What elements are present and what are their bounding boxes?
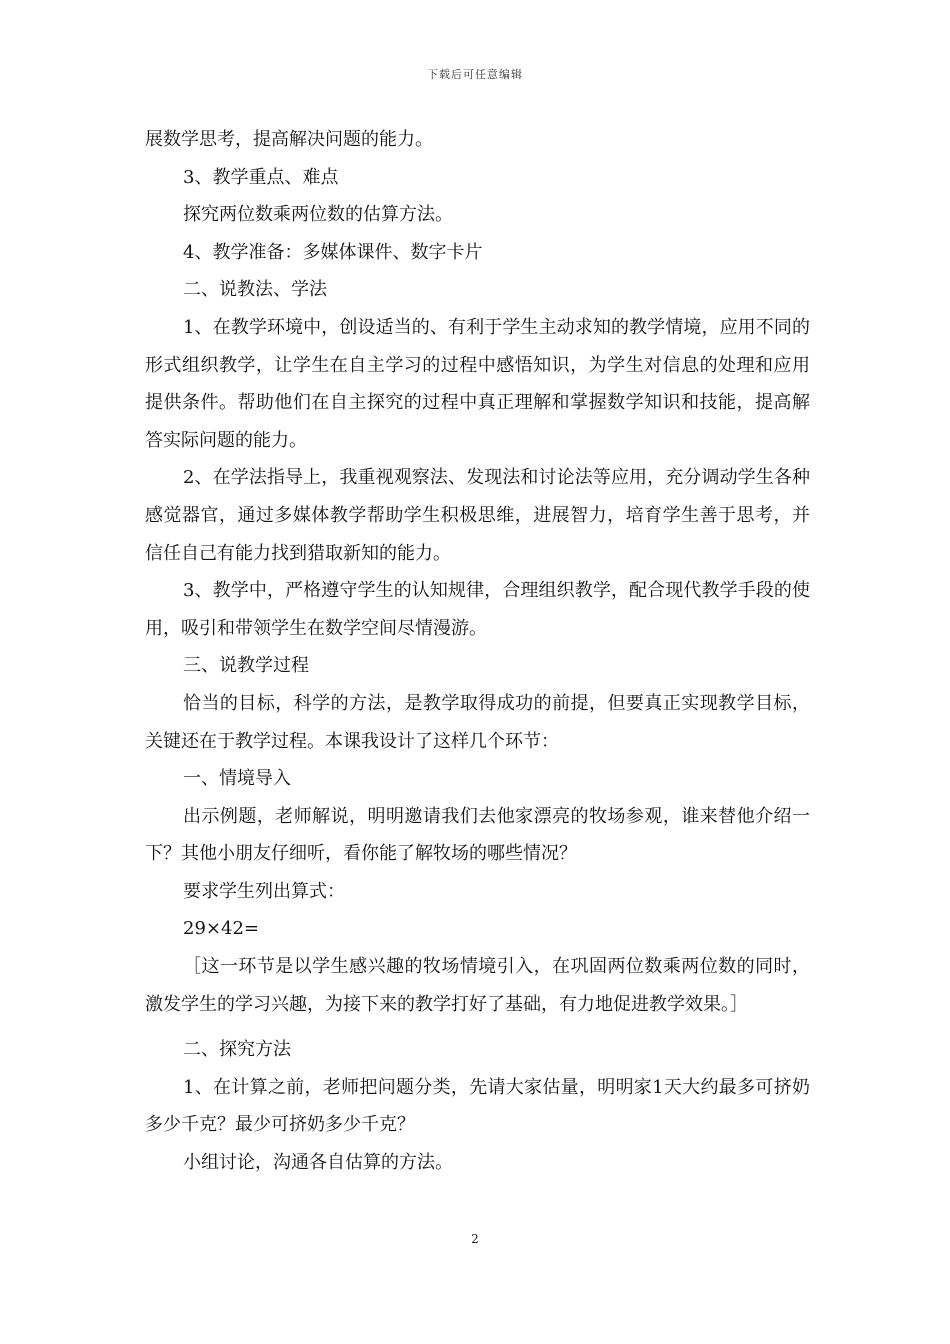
paragraph-example: 出示例题，老师解说，明明邀请我们去他家漂亮的牧场参观，谁来替他介绍一下？其他小朋友仔细听，看你能了解牧场的哪些情况？ — [145, 805, 810, 865]
page-header: 下载后可任意编辑 — [427, 68, 523, 81]
paragraph-explore-1: 1、在计算之前，老师把问题分类，先请大家估量，明明家1天大约最多可挤奶多少千克？最少可挤奶多少千克？ — [145, 1076, 810, 1136]
heading-teaching-methods: 二、说教法、学法 — [183, 279, 327, 301]
heading-teaching-preparation: 4、教学准备：多媒体课件、数字卡片 — [183, 241, 483, 263]
paragraph-group-discussion: 小组讨论，沟通各自估算的方法。 — [183, 1152, 453, 1174]
paragraph-formula-request: 要求学生列出算式： — [183, 880, 345, 902]
paragraph-focus-content: 探究两位数乘两位数的估算方法。 — [183, 204, 453, 226]
document-body — [145, 121, 810, 1182]
heading-teaching-focus: 3、教学重点、难点 — [183, 166, 339, 188]
heading-situation-intro: 一、情境导入 — [183, 768, 291, 790]
paragraph-continuation: 展数学思考，提高解决问题的能力。 — [145, 129, 433, 150]
heading-teaching-process: 三、说教学过程 — [183, 655, 309, 677]
paragraph-method-3: 3、教学中，严格遵守学生的认知规律，合理组织教学，配合现代教学手段的使用，吸引和带领学生在数学空间尽情漫游。 — [145, 580, 810, 639]
paragraph-bracket-note: ［这一环节是以学生感兴趣的牧场情境引入，在巩固两位数乘两位数的同时，激发学生的学习兴趣，为接下来的教学打好了基础，有力地促进教学效果。］ — [145, 956, 810, 1015]
paragraph-formula: 29×42= — [183, 918, 259, 940]
paragraph-method-2: 2、在学法指导上，我重视观察法、发现法和讨论法等应用，充分调动学生各种感觉器官，通过多媒体教学帮助学生积极思维，进展智力，培育学生善于思考，并信任自己有能力找到猎取新知的能力。 — [145, 467, 810, 564]
paragraph-method-1: 1、在教学环境中，创设适当的、有利于学生主动求知的教学情境，应用不同的形式组织教学，让学生在自主学习的过程中感悟知识，为学生对信息的处理和应用提供条件。帮助他们在自主探究的过程中真正理解和掌握数学知识和技能，提高解答实际问题的能力。 — [145, 316, 810, 451]
paragraph-process-intro: 恰当的目标，科学的方法，是教学取得成功的前提，但要真正实现教学目标，关键还在于教学过程。本课我设计了这样几个环节： — [145, 692, 810, 752]
heading-explore-methods: 二、探究方法 — [183, 1039, 291, 1061]
page-number: 2 — [471, 1232, 479, 1246]
paragraph-spacer — [145, 1023, 810, 1031]
